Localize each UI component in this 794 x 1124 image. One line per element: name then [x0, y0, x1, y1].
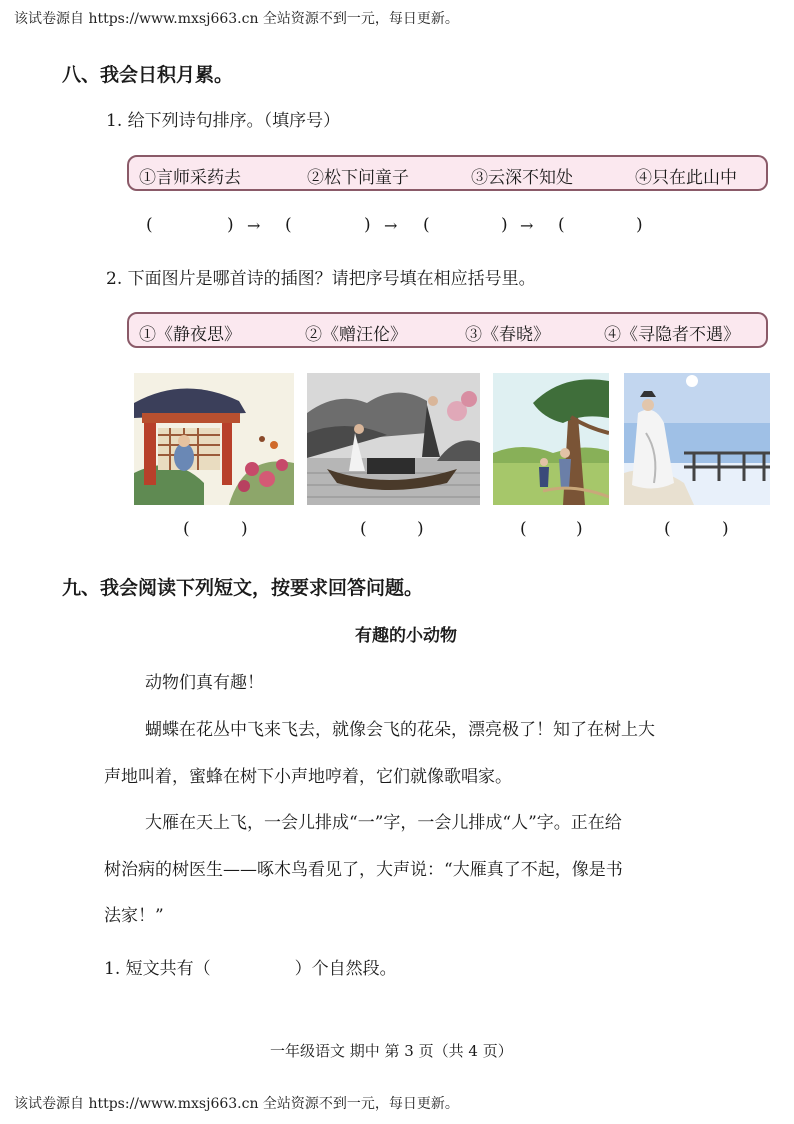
- illustration-moonlit-poet: [624, 373, 770, 505]
- section9-q1-prefix: 1. 短文共有（: [104, 959, 211, 979]
- arrow-icon: →: [384, 216, 398, 235]
- section9-q1-suffix: ）个自然段。: [294, 959, 397, 979]
- poem-title-option: ③《春晓》: [465, 325, 550, 345]
- picture-blank-open: (: [183, 519, 190, 539]
- poem-lines-box: [127, 155, 768, 191]
- passage-line: 大雁在天上飞，一会儿排成“一”字，一会儿排成“人”字。正在给: [145, 813, 622, 833]
- passage-line: 蝴蝶在花丛中飞来飞去，就像会飞的花朵，漂亮极了！知了在树上大: [145, 720, 655, 740]
- illustration-boat-farewell: [307, 373, 480, 505]
- poem-title-option: ②《赠汪伦》: [305, 325, 407, 345]
- picture-blank-close: ): [241, 519, 248, 539]
- picture-blank-open: (: [520, 519, 527, 539]
- blank-open: (: [285, 215, 292, 235]
- blank-open: (: [558, 215, 565, 235]
- watermark-bottom: 该试卷源自 https://www.mxsj663.cn 全站资源不到一元，每日更新。: [14, 1096, 459, 1112]
- passage-line: 动物们真有趣！: [145, 673, 264, 693]
- poem-titles-box: [127, 312, 768, 348]
- picture-blank-close: ): [722, 519, 729, 539]
- page-footer: 一年级语文 期中 第 3 页（共 4 页）: [270, 1042, 513, 1060]
- blank-open: (: [146, 215, 153, 235]
- section8-q2-prompt: 2. 下面图片是哪首诗的插图？请把序号填在相应括号里。: [106, 269, 536, 289]
- arrow-icon: →: [247, 216, 261, 235]
- passage-line: 树治病的树医生——啄木鸟看见了，大声说：“大雁真了不起，像是书: [104, 860, 623, 880]
- passage-line: 声地叫着，蜜蜂在树下小声地哼着，它们就像歌唱家。: [104, 767, 512, 787]
- picture-blank-close: ): [417, 519, 424, 539]
- section8-q1-prompt: 1. 给下列诗句排序。（填序号）: [106, 111, 341, 131]
- section9-heading: 九、我会阅读下列短文，按要求回答问题。: [62, 577, 424, 599]
- blank-close: ): [227, 215, 234, 235]
- watermark-top: 该试卷源自 https://www.mxsj663.cn 全站资源不到一元，每日更新。: [14, 11, 459, 27]
- picture-blank-close: ): [576, 519, 583, 539]
- picture-blank-open: (: [664, 519, 671, 539]
- poem-title-option: ④《寻隐者不遇》: [604, 325, 740, 345]
- blank-close: ): [364, 215, 371, 235]
- poem-line-option: ③云深不知处: [471, 168, 573, 188]
- poem-title-option: ①《静夜思》: [139, 325, 241, 345]
- section8-heading: 八、我会日积月累。: [62, 64, 234, 86]
- poem-line-option: ④只在此山中: [635, 168, 737, 188]
- blank-close: ): [501, 215, 508, 235]
- picture-blank-open: (: [360, 519, 367, 539]
- passage-title: 有趣的小动物: [355, 626, 457, 646]
- blank-close: ): [636, 215, 643, 235]
- blank-open: (: [423, 215, 430, 235]
- illustration-pavilion-flowers: [134, 373, 294, 505]
- poem-line-option: ②松下问童子: [307, 168, 409, 188]
- poem-line-option: ①言师采药去: [139, 168, 241, 188]
- illustration-pine-tree-boy: [493, 373, 609, 505]
- passage-line: 法家！”: [104, 906, 164, 926]
- section9-q1: [104, 954, 397, 979]
- arrow-icon: →: [520, 216, 534, 235]
